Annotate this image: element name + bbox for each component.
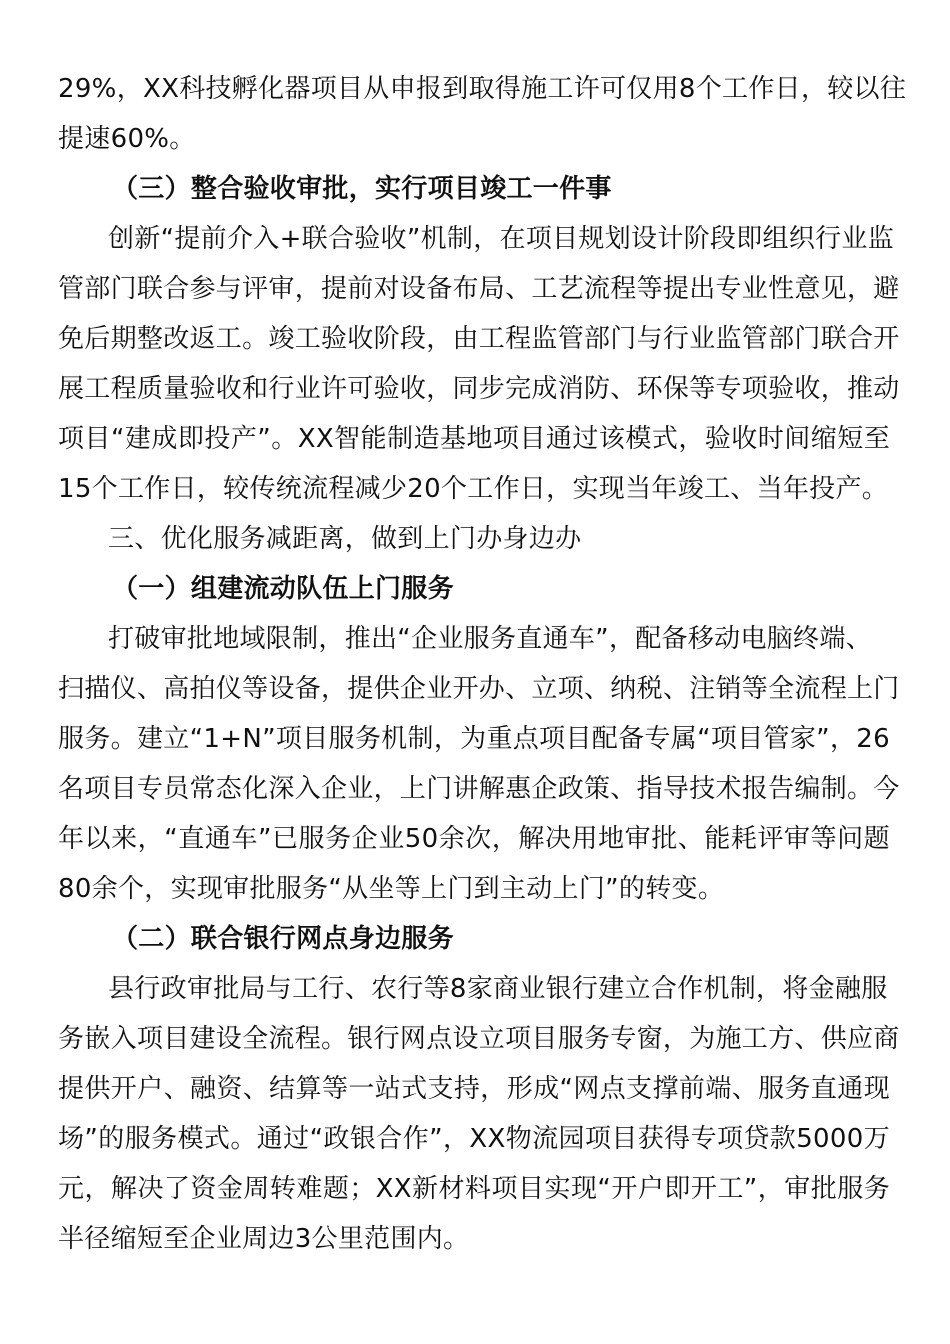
- paragraph-line: 展工程质量验收和行业许可验收，同步完成消防、环保等专项验收，推动: [58, 374, 900, 404]
- section-heading: （一）组建流动队伍上门服务: [112, 574, 454, 604]
- paragraph-line: 打破审批地域限制，推出“企业服务直通车”，配备移动电脑终端、: [108, 624, 872, 654]
- paragraph-line: 县行政审批局与工行、农行等8家商业银行建立合作机制，将金融服: [108, 974, 888, 1004]
- section-heading: （三）整合验收审批，实行项目竣工一件事: [112, 174, 612, 204]
- chapter-heading: 三、优化服务减距离，做到上门办身边办: [108, 524, 582, 554]
- paragraph-line: 半径缩短至企业周边3公里范围内。: [58, 1224, 470, 1254]
- paragraph-line: 29%，XX科技孵化器项目从申报到取得施工许可仅用8个工作日，较以往: [58, 74, 907, 104]
- paragraph-line: 扫描仪、高拍仪等设备，提供企业开办、立项、纳税、注销等全流程上门: [58, 674, 900, 704]
- paragraph-line: 元，解决了资金周转难题；XX新材料项目实现“开户即开工”，审批服务: [58, 1174, 890, 1204]
- paragraph-line: 名项目专员常态化深入企业，上门讲解惠企政策、指导技术报告编制。今: [58, 774, 900, 804]
- paragraph-line: 免后期整改返工。竣工验收阶段，由工程监管部门与行业监管部门联合开: [58, 324, 900, 354]
- paragraph-line: 管部门联合参与评审，提前对设备布局、工艺流程等提出专业性意见，避: [58, 274, 900, 304]
- paragraph-line: 15个工作日，较传统流程减少20个工作日，实现当年竣工、当年投产。: [58, 474, 889, 504]
- paragraph-line: 创新“提前介入+联合验收”机制，在项目规划设计阶段即组织行业监: [108, 224, 895, 254]
- paragraph-line: 年以来，“直通车”已服务企业50余次，解决用地审批、能耗评审等问题: [58, 824, 890, 854]
- paragraph-line: 服务。建立“1+N”项目服务机制，为重点项目配备专属“项目管家”，26: [58, 724, 890, 754]
- paragraph-line: 场”的服务模式。通过“政银合作”，XX物流园项目获得专项贷款5000万: [58, 1124, 890, 1154]
- paragraph-line: 项目“建成即投产”。XX智能制造基地项目通过该模式，验收时间缩短至: [58, 424, 890, 454]
- paragraph-line: 80余个，实现审批服务“从坐等上门到主动上门”的转变。: [58, 874, 725, 904]
- section-heading: （二）联合银行网点身边服务: [112, 924, 454, 954]
- paragraph-line: 务嵌入项目建设全流程。银行网点设立项目服务专窗，为施工方、供应商: [58, 1024, 900, 1054]
- paragraph-line: 提速60%。: [58, 124, 196, 154]
- paragraph-line: 提供开户、融资、结算等一站式支持，形成“网点支撑前端、服务直通现: [58, 1074, 890, 1104]
